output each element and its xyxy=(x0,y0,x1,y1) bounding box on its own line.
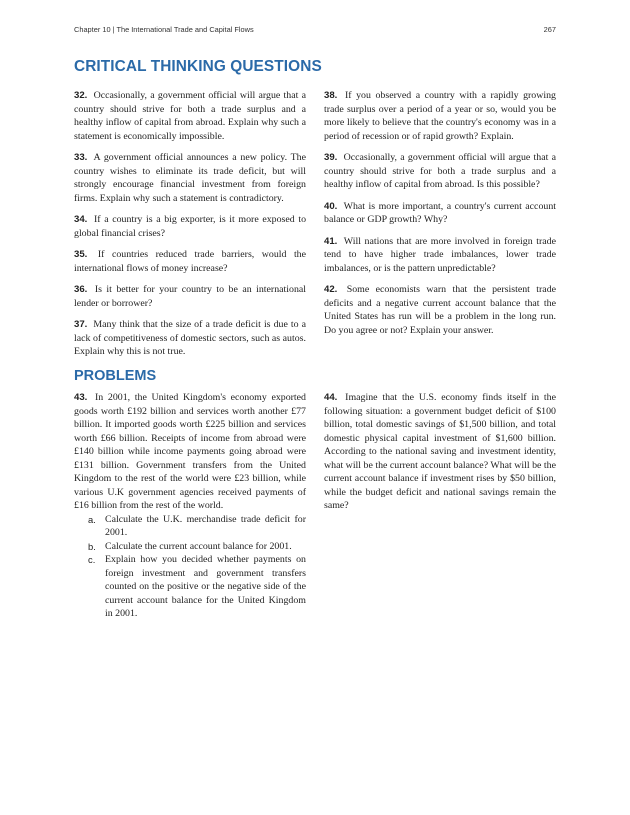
question-number: 43. xyxy=(74,392,88,403)
question-text: Some economists warn that the persistent trade deficits and a negative current account balance that the United States has run will be a problem in the long run. Do you agree or not? Explain your answer. xyxy=(324,284,557,336)
part-text: Calculate the current account balance for 2001. xyxy=(105,540,292,552)
question-number: 34. xyxy=(74,214,88,225)
problem-43-part-c xyxy=(88,553,306,621)
question-38 xyxy=(324,89,556,143)
problems-left-column xyxy=(74,391,306,621)
problem-43-part-a xyxy=(88,513,306,540)
question-number: 33. xyxy=(74,152,88,163)
question-text: Occasionally, a government official will argue that a country should strive for both a trade surplus and a healthy inflow of capital from abroad. Explain why such a statement is economically impossible. xyxy=(74,90,307,142)
critical-thinking-left-column xyxy=(74,89,306,367)
page-number: 267 xyxy=(543,25,556,34)
question-text: Occasionally, a government official will argue that a country should strive for both a trade surplus and a healthy inflow of capital from abroad. Is this possible? xyxy=(324,152,557,190)
question-number: 41. xyxy=(324,235,338,247)
question-32 xyxy=(74,89,306,143)
question-35 xyxy=(74,248,306,275)
problem-44 xyxy=(324,391,556,513)
question-number: 37. xyxy=(74,319,88,330)
problem-43-parts xyxy=(88,513,306,621)
question-text: Will nations that are more involved in foreign trade tend to have higher trade imbalances, lower trade imbalances, or is the pattern unpredictable? xyxy=(324,235,556,274)
question-36 xyxy=(74,283,306,310)
question-number: 35. xyxy=(74,249,88,260)
problem-43 xyxy=(74,391,306,513)
question-text: What is more important, a country's current account balance or GDP growth? Why? xyxy=(324,200,556,225)
question-number: 36. xyxy=(74,284,88,295)
part-text: Explain how you decided whether payments on foreign investment and government transfers counted on the positive or the negative side of the current account balance for the United Kingdom in 2001. xyxy=(105,554,306,619)
question-text: If a country is a big exporter, is it more exposed to global financial crises? xyxy=(74,214,307,239)
part-label: b. xyxy=(88,540,96,552)
problems-right-column xyxy=(324,391,556,521)
question-number: 38. xyxy=(324,90,338,101)
chapter-title: Chapter 10 | The International Trade and Capital Flows xyxy=(74,25,254,34)
problem-43-part-b xyxy=(88,540,306,554)
question-40 xyxy=(324,200,556,227)
question-number: 40. xyxy=(324,200,338,212)
question-34 xyxy=(74,213,306,240)
critical-thinking-right-column xyxy=(324,89,556,345)
question-text: In 2001, the United Kingdom's economy exported goods worth £192 billion and services worth another £77 billion. It imported goods worth £225 billion and services worth £66 billion. Receipts of income from abroad were £140 billion while income payments going abroad were £131 billion. Government transfers from the United Kingdom to the rest of the world were £23 billion, while various U.K government agencies received payments of £16 billion from the rest of the world. xyxy=(74,392,306,511)
question-number: 32. xyxy=(74,90,88,101)
question-37 xyxy=(74,318,306,359)
question-text: Many think that the size of a trade deficit is due to a lack of competitiveness of domestic sectors, such as autos. Explain why this is not true. xyxy=(74,319,306,357)
question-42 xyxy=(324,283,556,337)
question-number: 44. xyxy=(324,392,338,403)
question-text: If countries reduced trade barriers, would the international flows of money increase? xyxy=(74,249,307,274)
critical-thinking-heading: CRITICAL THINKING QUESTIONS xyxy=(74,58,322,75)
question-33 xyxy=(74,151,306,205)
question-number: 42. xyxy=(324,284,338,295)
question-text: A government official announces a new policy. The country wishes to eliminate its trade deficit, but will strongly encourage financial investment from foreign firms. Explain why such a statement is contradictory. xyxy=(74,152,306,204)
question-number: 39. xyxy=(324,152,338,163)
question-text: If you observed a country with a rapidly growing trade surplus over a period of a year or so, would you be more likely to believe that the country's economy was in a period of recession or of rapid growth? Explain. xyxy=(324,90,556,142)
question-text: Imagine that the U.S. economy finds itself in the following situation: a government budget deficit of $100 billion, total domestic savings of $1,500 billion, and total domestic physical capital investment of $1,600 billion. According to the national saving and investment identity, what will be the current account balance? What will be the current account balance if investment rises by $50 billion, while the budget deficit and national savings remain the same? xyxy=(324,392,556,511)
running-header xyxy=(74,25,556,34)
part-label: a. xyxy=(88,513,96,525)
part-text: Calculate the U.K. merchandise trade deficit for 2001. xyxy=(105,513,306,538)
part-label: c. xyxy=(88,554,96,565)
question-41 xyxy=(324,235,556,276)
problems-heading: PROBLEMS xyxy=(74,368,157,384)
question-text: Is it better for your country to be an international lender or borrower? xyxy=(74,284,307,309)
question-39 xyxy=(324,151,556,192)
